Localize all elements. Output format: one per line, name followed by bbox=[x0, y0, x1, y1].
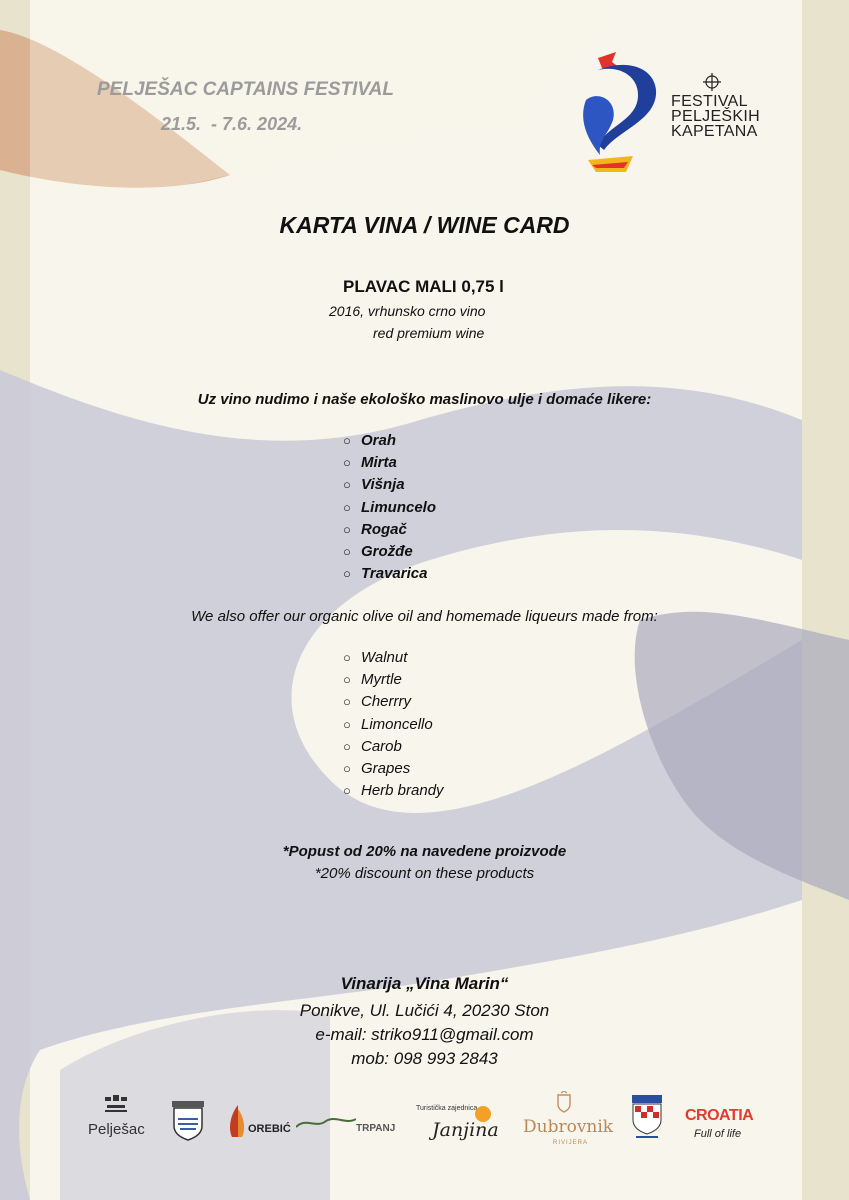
bullet-icon: ○ bbox=[343, 760, 351, 776]
bullet-icon: ○ bbox=[343, 433, 351, 448]
page-title: KARTA VINA / WINE CARD bbox=[279, 212, 570, 238]
winery-email: e-mail: striko911@gmail.com bbox=[315, 1025, 534, 1044]
list-item bbox=[343, 780, 444, 802]
list-item-label: Limuncelo bbox=[361, 498, 437, 516]
list-item bbox=[343, 691, 444, 713]
trpanj-logo-text: TRPANJ bbox=[356, 1123, 396, 1134]
bullet-icon: ○ bbox=[343, 477, 351, 493]
festival-dates: 21.5. - 7.6. 2024. bbox=[161, 114, 303, 134]
janjina-tz-text: Turistička zajednica bbox=[416, 1105, 478, 1112]
bullet-icon: ○ bbox=[343, 499, 351, 515]
list-item bbox=[343, 452, 436, 474]
list-item-label: Myrtle bbox=[361, 671, 402, 689]
wine-vintage-en: red premium wine bbox=[373, 325, 485, 341]
bullet-icon: ○ bbox=[343, 521, 351, 537]
dubrovnik-crest-icon bbox=[554, 1091, 574, 1113]
dubrovnik-logo-text: Dubrovnik bbox=[523, 1117, 614, 1137]
bullet-icon: ○ bbox=[343, 694, 351, 710]
list-item bbox=[343, 497, 436, 519]
discount-note-en: *20% discount on these products bbox=[314, 865, 535, 882]
list-item bbox=[343, 541, 436, 563]
list-item-label: Travarica bbox=[361, 565, 428, 583]
list-item bbox=[343, 474, 436, 496]
offer-intro-en: We also offer our organic olive oil and homemade liqueurs made from: bbox=[191, 608, 658, 625]
list-item-label: Orah bbox=[361, 432, 397, 449]
janjina-logo-text: Janjina bbox=[432, 1119, 499, 1141]
bullet-icon: ○ bbox=[343, 650, 351, 665]
offer-intro-hr: Uz vino nudimo i naše ekološko maslinovo ulje i domaće likere: bbox=[197, 391, 652, 408]
liqueur-list-hr bbox=[343, 430, 436, 585]
list-item-label: Mirta bbox=[361, 454, 397, 472]
liqueur-list-en bbox=[343, 647, 444, 802]
list-item-label: Cherrry bbox=[361, 693, 412, 711]
list-item bbox=[343, 669, 444, 691]
list-item-label: Grožđe bbox=[361, 542, 413, 560]
county-crest-icon bbox=[630, 1093, 664, 1141]
wine-name: PLAVAC MALI 0,75 l bbox=[343, 277, 504, 296]
orebic-logo-text: OREBIĆ bbox=[248, 1123, 291, 1135]
bullet-icon: ○ bbox=[343, 566, 351, 582]
bullet-icon: ○ bbox=[343, 455, 351, 471]
bullet-icon: ○ bbox=[343, 716, 351, 732]
logo-line-1: FESTIVAL bbox=[671, 93, 748, 110]
ston-crest-icon bbox=[170, 1099, 206, 1141]
peljesac-logo-icon bbox=[103, 1093, 129, 1115]
list-item-label: Herb brandy bbox=[361, 782, 444, 800]
winery-phone: mob: 098 993 2843 bbox=[351, 1049, 498, 1068]
discount-note-hr: *Popust od 20% na navedene proizvode bbox=[282, 843, 567, 860]
bullet-icon: ○ bbox=[343, 738, 351, 754]
list-item bbox=[343, 758, 444, 780]
list-item-label: Višnja bbox=[361, 476, 405, 494]
list-item-label: Rogač bbox=[361, 520, 407, 538]
bullet-icon: ○ bbox=[343, 672, 351, 688]
list-item-label: Limoncello bbox=[361, 715, 433, 733]
bullet-icon: ○ bbox=[343, 783, 351, 799]
peljesac-logo-text: Pelješac bbox=[88, 1121, 145, 1138]
list-item bbox=[343, 647, 444, 669]
winery-address: Ponikve, Ul. Lučići 4, 20230 Ston bbox=[299, 1001, 550, 1020]
croatia-logo-subtext: Full of life bbox=[694, 1128, 742, 1140]
list-item bbox=[343, 430, 436, 452]
sponsor-logos bbox=[0, 1085, 849, 1175]
list-item-label: Carob bbox=[361, 737, 402, 755]
dubrovnik-logo-subtext: RIVIJERA bbox=[553, 1140, 589, 1146]
list-item-label: Walnut bbox=[361, 649, 408, 666]
list-item bbox=[343, 563, 436, 585]
list-item bbox=[343, 736, 444, 758]
winery-name: Vinarija „Vina Marin“ bbox=[340, 974, 509, 993]
list-item bbox=[343, 519, 436, 541]
trpanj-wave-icon bbox=[296, 1115, 356, 1131]
logo-line-3: KAPETANA bbox=[671, 123, 758, 140]
bullet-icon: ○ bbox=[343, 543, 351, 559]
festival-name: PELJEŠAC CAPTAINS FESTIVAL bbox=[97, 79, 394, 100]
logo-line-2: PELJEŠKIH bbox=[671, 108, 760, 125]
list-item bbox=[343, 714, 444, 736]
wine-vintage-hr: 2016, vrhunsko crno vino bbox=[329, 303, 486, 319]
logo-wordmark bbox=[671, 94, 760, 139]
list-item-label: Grapes bbox=[361, 759, 411, 777]
croatia-logo-text: CROATIA bbox=[685, 1107, 754, 1124]
orebic-sail-icon bbox=[226, 1103, 248, 1141]
